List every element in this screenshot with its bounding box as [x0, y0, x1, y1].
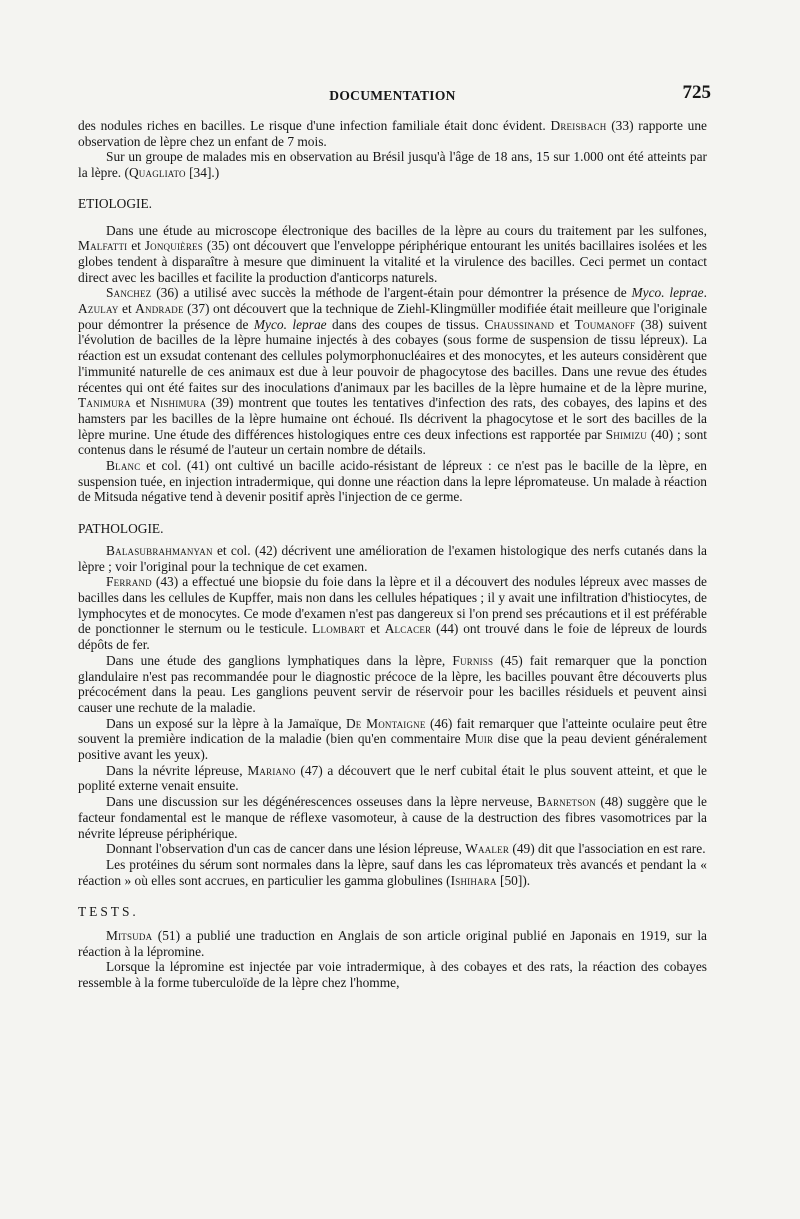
author-name: Balasubrahmanyan: [106, 542, 213, 558]
paragraph: [78, 763, 707, 794]
paragraph: [78, 716, 707, 763]
text-run: et col. (41) ont cultivé un bacille acido-résistant de lépreux : ce n'est pas le bacille de la lèpre, en suspension tuée, en injection intradermique, qui donne une réaction dans la lepre lépromateuse. Un malade à réaction de Mitsuda négative tend à devenir positif après l'injection de ce germe.: [78, 458, 707, 505]
section-heading: PATHOLOGIE.: [78, 521, 164, 537]
text-run: et: [554, 316, 575, 332]
paragraph: [78, 841, 707, 857]
text-run: (51) a publié une traduction en Anglais de son article original publié en Japonais en 1919, sur la réaction à la lépromine.: [78, 928, 707, 959]
paragraph: [78, 285, 707, 458]
paragraph: [78, 458, 707, 505]
author-name: Shimizu: [605, 426, 647, 442]
author-name: Blanc: [106, 458, 141, 474]
author-name: Malfatti: [78, 238, 128, 254]
paragraph: [78, 653, 707, 716]
text-run: (35) ont découvert que l'enveloppe périphérique entourant les unités bacillaires isolées et les globes tendent à disparaître à mesure que diminuent la vitalité et la virulence des bacilles. Ceci permet un contact direct avec les bacilles et facilite la production d'anticorps naturels.: [78, 238, 708, 285]
paragraph: [78, 149, 707, 180]
text-run: (33) rapporte une observation de lèpre chez un enfant de 7 mois.: [78, 118, 707, 149]
text-run: des nodules riches en bacilles. Le risque d'une infection familiale était donc évident.: [78, 118, 551, 133]
text-run: et: [365, 621, 385, 637]
page-number: 725: [682, 82, 711, 103]
author-name: Azulay: [78, 301, 119, 317]
text-run: (36) a utilisé avec succès la méthode de l'argent-étain pour démontrer la présence de: [151, 285, 632, 301]
text-run: (40) ; sont contenus dans le résumé de l'auteur un certain nombre de détails.: [78, 426, 707, 458]
text-run: Dans une étude des ganglions lymphatiques dans la lèpre,: [106, 652, 453, 668]
text-run: Lorsque la lépromine est injectée par voie intradermique, à des cobayes et des rats, la réaction des cobayes ressemble à la forme tuberculoïde de la lèpre chez l'homme,: [78, 959, 707, 991]
author-name: Toumanoff: [574, 316, 636, 332]
text-run: (46) fait remarquer que l'atteinte oculaire peut être souvent la première indication de la maladie (bien qu'en commentaire: [78, 715, 707, 747]
text-run: Les protéines du sérum sont normales dans la lèpre, sauf dans les cas lépromateux très avancés et pendant la « réaction » où elles sont accrues, en particulier les gamma globulines (: [78, 856, 707, 888]
author-name: Sanchez: [106, 285, 152, 301]
page-header: [78, 82, 711, 112]
author-name: Andrade: [135, 301, 184, 317]
text-run: (49) dit que l'association en est rare.: [509, 841, 706, 857]
author-name: Mitsuda: [106, 928, 153, 944]
text-run: (48) suggère que le facteur fondamental est le manque de réflexe vasomoteur, à cause de la destruction des fibres vasomotrices par la névrite lépreuse périphérique.: [78, 794, 707, 841]
running-title: DOCUMENTATION: [329, 88, 456, 103]
text-run: [50]).: [496, 872, 531, 888]
paragraph: [78, 928, 707, 959]
section-heading: TESTS.: [78, 904, 139, 920]
text-run: Dans un exposé sur la lèpre à la Jamaïque,: [106, 715, 346, 731]
text-run: (38) suivent l'évolution de bacilles de la lèpre humaine injectés à des cobayes (sous forme de suspension de tissu lépreux). La réaction est un exsudat contenant des cellules polymorphonucléaires et des monocytes, et les auteurs considèrent que l'immunité naturelle de ces animaux est due à leur pouvoir de phagocytose des bacilles. Dans une revue des études récentes qui ont été faites sur des inoculations d'animaux par les bacilles de la lèpre humaine et de la lèpre murine,: [78, 316, 708, 395]
text-run: Sur un groupe de malades mis en observation au Brésil jusqu'à l'âge de 18 ans, 15 sur 1.000 ont été atteints par la lèpre. (: [78, 149, 707, 181]
text-run: .: [703, 285, 707, 301]
text-run: [34].): [185, 165, 220, 181]
paragraph: [78, 223, 707, 286]
author-name: Tanimura: [78, 395, 131, 411]
text-run: (39) montrent que toutes les tentatives d'infection des rats, des cobayes, des lapins et des hamsters par les bacilles de la lèpre humaine ont échoué. Ils décrivent la phagocytose et le sort des bacilles de la lèpre murine. Une étude des différences histologiques entre ces deux infections est rapportée par: [78, 395, 708, 442]
author-name: De Montaigne: [345, 715, 426, 731]
author-name: Llombart: [312, 621, 366, 637]
author-name: Mariano: [247, 762, 296, 778]
author-name: Chaussinand: [484, 316, 555, 332]
paragraph: [78, 794, 707, 841]
paragraph: [78, 959, 707, 990]
text-run: Dans une discussion sur les dégénérescences osseuses dans la lèpre nerveuse,: [106, 794, 538, 810]
text-run: (43) a effectué une biopsie du foie dans la lèpre et il a découvert des nodules lépreux avec masses de bacilles dans les cellules de Kupffer, mais non dans les cellules hépatiques ; il y avait une infiltration d'histiocytes, de lymphocytes et de monocytes. Ce mode d'examen n'est pas dangereux si l'on prend ses précautions et il est préférable de ponctionner le sternum ou le testicule.: [78, 574, 707, 637]
text-run: Dans une étude au microscope électronique des bacilles de la lèpre au cours du traitement par les sulfones,: [106, 222, 707, 238]
author-name: Quagliato: [128, 165, 186, 181]
paragraph: [78, 118, 707, 149]
text-run: Dans la névrite lépreuse,: [106, 762, 248, 778]
paragraph: [78, 543, 707, 574]
text-run: et col. (42) décrivent une amélioration de l'examen histologique des nerfs cutanés dans la lèpre ; voir l'original pour la technique de cet examen.: [78, 542, 707, 574]
text-run: (45) fait remarquer que la ponction glandulaire n'est pas recommandée pour le diagnostic précoce de la lèpre, les bacilles pouvant être découverts plus précocément dans la peau. Les ganglions peuvent servir de réservoir pour les bacilles résiduels et peuvent ainsi causer une rechute de la maladie.: [78, 652, 707, 715]
text-run: (44) ont trouvé dans le foie de lépreux de lourds dépôts de fer.: [78, 621, 707, 653]
author-name: Alcacer: [384, 621, 432, 637]
text-run: et: [130, 395, 151, 411]
author-name: Ishihara: [450, 872, 497, 888]
author-name: Muir: [465, 731, 494, 747]
species-name: Myco. leprae: [631, 285, 704, 301]
author-name: Nishimura: [150, 395, 207, 411]
author-name: Furniss: [452, 652, 494, 668]
author-name: Dreisbach: [550, 118, 607, 133]
author-name: Barnetson: [537, 794, 596, 810]
text-run: dans des coupes de tissus.: [326, 316, 485, 332]
species-name: Myco. leprae: [253, 316, 327, 332]
article-body: [78, 118, 707, 991]
text-run: et: [118, 301, 136, 317]
paragraph: [78, 857, 707, 888]
paragraph: [78, 574, 707, 653]
text-run: (37) ont découvert que la technique de Ziehl-Klingmüller modifiée était meilleure que l'originale pour démontrer la présence de: [78, 301, 708, 332]
text-run: (47) a découvert que le nerf cubital était le plus souvent atteint, et que le poplité externe venait ensuite.: [78, 762, 707, 794]
author-name: Waaler: [465, 841, 510, 857]
text-run: et: [127, 238, 145, 254]
section-heading: ETIOLOGIE.: [78, 195, 152, 211]
author-name: Ferrand: [106, 574, 152, 590]
author-name: Jonquières: [144, 238, 203, 254]
text-run: dise que la peau devient généralement positive avant les yeux).: [78, 731, 707, 763]
text-run: Donnant l'observation d'un cas de cancer dans une lésion lépreuse,: [106, 841, 466, 857]
